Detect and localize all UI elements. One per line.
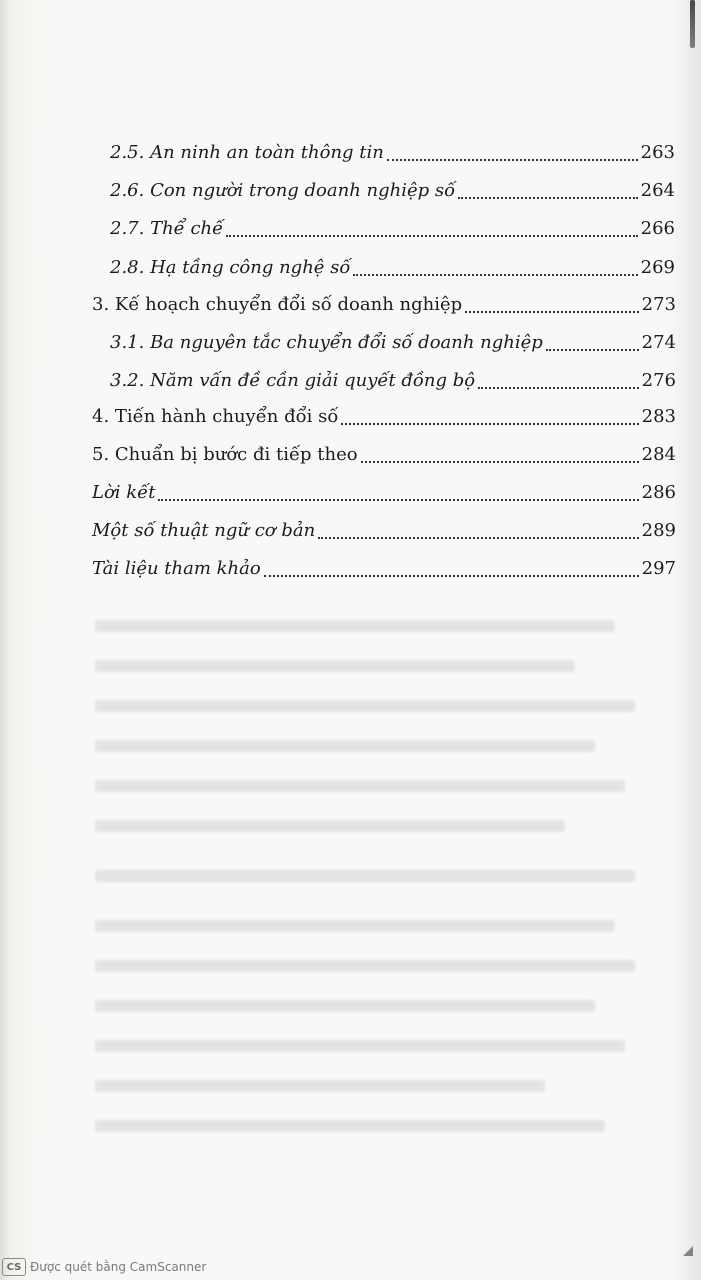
toc-entry xyxy=(92,402,676,432)
toc-entry xyxy=(92,554,676,584)
toc-entry-label: 4. Tiến hành chuyển đổi số xyxy=(92,406,339,427)
toc-entry-page: 274 xyxy=(641,332,676,353)
toc-entry-page: 276 xyxy=(641,370,676,391)
toc-leader-dots xyxy=(361,461,639,463)
toc-leader-dots xyxy=(264,575,639,577)
toc-entry-page: 297 xyxy=(641,558,676,579)
toc-entry xyxy=(110,366,676,396)
bleed-through-text xyxy=(95,600,655,1160)
toc-entry-page: 286 xyxy=(641,482,676,503)
toc-entry-label: 5. Chuẩn bị bước đi tiếp theo xyxy=(92,444,358,465)
toc-entry-page: 284 xyxy=(641,444,676,465)
watermark-text: Được quét bằng CamScanner xyxy=(30,1260,207,1274)
toc-entry xyxy=(110,176,675,206)
toc-entry-label: Tài liệu tham khảo xyxy=(92,558,261,579)
scanner-watermark xyxy=(2,1256,206,1278)
toc-entry-label: 3.2. Năm vấn đề cần giải quyết đồng bộ xyxy=(110,370,476,391)
toc-entry-page: 263 xyxy=(640,142,675,163)
page-corner-mark xyxy=(683,1246,693,1256)
toc-leader-dots xyxy=(341,423,638,425)
toc-leader-dots xyxy=(546,349,639,351)
toc-entry-label: 3.1. Ba nguyên tắc chuyển đổi số doanh nghiệp xyxy=(110,332,543,353)
toc-leader-dots xyxy=(387,159,638,161)
toc-leader-dots xyxy=(158,499,638,501)
toc-entry xyxy=(110,328,676,358)
toc-leader-dots xyxy=(353,274,637,276)
toc-leader-dots xyxy=(226,235,637,237)
toc-entry-page: 266 xyxy=(640,218,675,239)
toc-entry-label: 2.5. An ninh an toàn thông tin xyxy=(110,142,384,163)
toc-entry-page: 289 xyxy=(641,520,676,541)
toc-entry xyxy=(110,138,675,168)
toc-entry-page: 273 xyxy=(641,294,676,315)
toc-entry xyxy=(92,440,676,470)
toc-entry xyxy=(92,290,676,320)
toc-entry-label: 2.8. Hạ tầng công nghệ số xyxy=(110,257,351,278)
toc-entry xyxy=(110,253,675,283)
toc-entry-label: 2.7. Thể chế xyxy=(110,218,224,239)
toc-entry-label: Một số thuật ngữ cơ bản xyxy=(92,520,316,541)
toc-entry-label: 3. Kế hoạch chuyển đổi số doanh nghiệp xyxy=(92,294,463,315)
toc-entry-page: 283 xyxy=(641,406,676,427)
toc-leader-dots xyxy=(465,311,638,313)
binding-edge-mark xyxy=(690,0,695,48)
toc-entry-label: Lời kết xyxy=(92,482,156,503)
toc-entry xyxy=(110,214,675,244)
toc-leader-dots xyxy=(458,197,638,199)
toc-entry-label: 2.6. Con người trong doanh nghiệp số xyxy=(110,180,456,201)
toc-entry-page: 264 xyxy=(640,180,675,201)
toc-entry-page: 269 xyxy=(640,257,675,278)
toc-leader-dots xyxy=(318,537,638,539)
toc-entry xyxy=(92,478,676,508)
camscanner-logo-icon: CS xyxy=(2,1258,26,1276)
toc-entry xyxy=(92,516,676,546)
toc-leader-dots xyxy=(478,387,639,389)
